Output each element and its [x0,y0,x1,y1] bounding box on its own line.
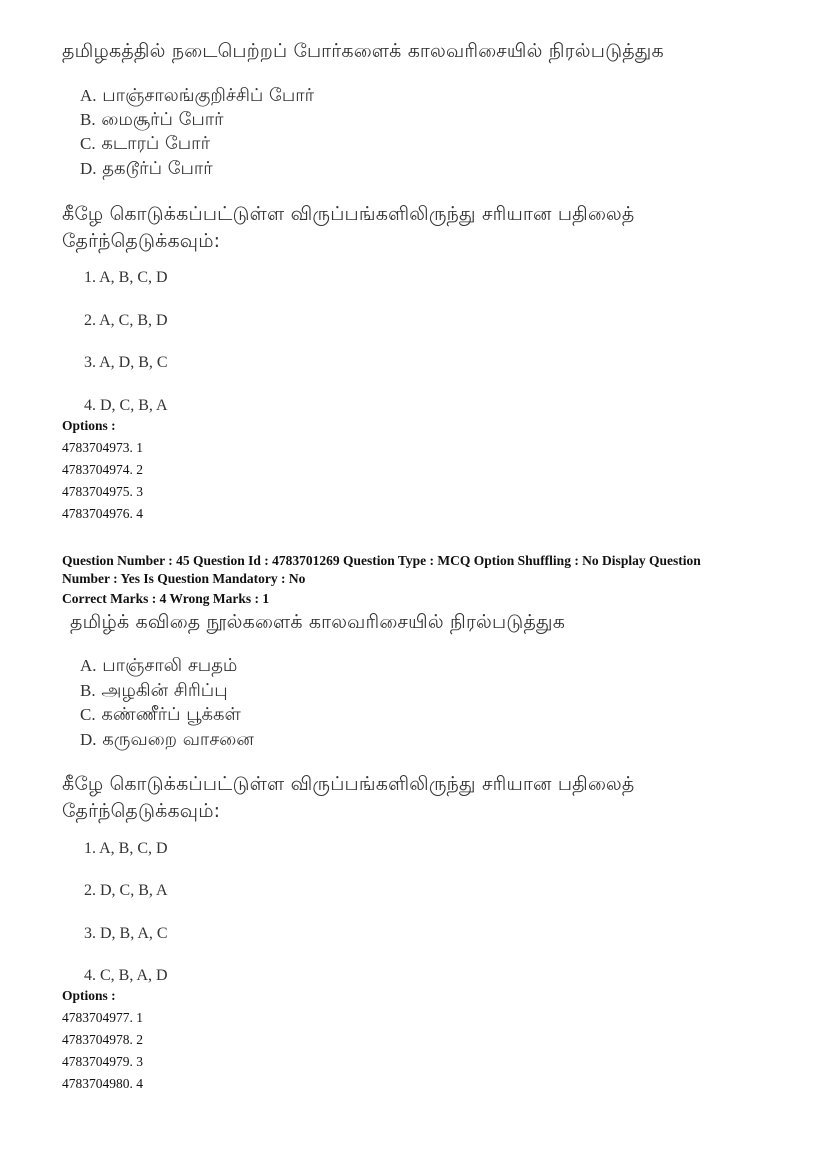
q45-item-d [80,729,254,752]
q44-option-3: 4783704975. 3 [62,484,143,499]
q44-item-c [80,133,210,156]
q44-item-b [80,109,224,132]
q45-choice-4: 4. C, B, A, D [84,967,168,984]
q45-item-b-letter: B. [80,681,96,700]
q45-item-c-text: கண்ணீர்ப் பூக்கள் [101,704,241,725]
q45-options-label: Options : [62,988,116,1003]
q45-option-1: 4783704977. 1 [62,1010,143,1025]
q45-item-a-letter: A. [80,656,97,675]
q45-option-4: 4783704980. 4 [62,1076,143,1091]
q44-item-d-text: தகடூர்ப் போர் [102,158,213,179]
q45-item-d-letter: D. [80,730,97,749]
q45-item-b-text: அழகின் சிரிப்பு [101,680,228,701]
q44-item-d-letter: D. [80,159,97,178]
q44-instruction-line1: கீழே கொடுக்கப்பட்டுள்ள விருப்பங்களிலிருந்து சரியான பதிலைத் [62,203,635,225]
q45-meta-line1: Question Number : 45 Question Id : 4783701269 Question Type : MCQ Option Shuffling : No Display Question [62,553,701,568]
q44-item-a [80,85,314,108]
q44-choice-1: 1. A, B, C, D [84,269,168,286]
q45-item-c-letter: C. [80,705,96,724]
q44-item-a-text: பாஞ்சாலங்குறிச்சிப் போர் [102,85,315,106]
q45-marks: Correct Marks : 4 Wrong Marks : 1 [62,591,270,606]
q44-instruction-line2: தேர்ந்தெடுக்கவும்: [62,230,221,252]
q45-choice-2: 2. D, C, B, A [84,882,168,899]
q44-question-text: தமிழகத்தில் நடைபெற்றப் போர்களைக் காலவரிசையில் நிரல்படுத்துக [62,40,664,62]
q44-option-2: 4783704974. 2 [62,462,143,477]
q44-option-4: 4783704976. 4 [62,506,143,521]
q44-item-a-letter: A. [80,86,97,105]
q44-item-b-text: மைசூர்ப் போர் [101,109,224,130]
q45-meta-line2: Number : Yes Is Question Mandatory : No [62,571,306,586]
q44-choice-2: 2. A, C, B, D [84,312,168,329]
q45-item-d-text: கருவறை வாசனை [102,729,254,750]
q45-item-a [80,655,237,678]
q44-item-c-text: கடாரப் போர் [101,133,210,154]
q45-item-a-text: பாஞ்சாலி சபதம் [102,655,238,676]
q45-instruction-line2: தேர்ந்தெடுக்கவும்: [62,800,221,822]
q44-item-c-letter: C. [80,134,96,153]
q44-item-b-letter: B. [80,110,96,129]
q45-item-c [80,704,241,727]
q44-choice-3: 3. A, D, B, C [84,354,168,371]
q44-option-1: 4783704973. 1 [62,440,143,455]
q45-instruction-line1: கீழே கொடுக்கப்பட்டுள்ள விருப்பங்களிலிருந்து சரியான பதிலைத் [62,773,635,795]
q45-question-text: தமிழ்க் கவிதை நூல்களைக் காலவரிசையில் நிரல்படுத்துக [70,611,566,633]
q44-item-d [80,158,213,181]
q44-choice-4: 4. D, C, B, A [84,397,168,414]
q45-option-2: 4783704978. 2 [62,1032,143,1047]
q45-item-b [80,680,228,703]
q45-choice-1: 1. A, B, C, D [84,840,168,857]
q45-option-3: 4783704979. 3 [62,1054,143,1069]
q44-options-label: Options : [62,418,116,433]
q45-choice-3: 3. D, B, A, C [84,925,168,942]
